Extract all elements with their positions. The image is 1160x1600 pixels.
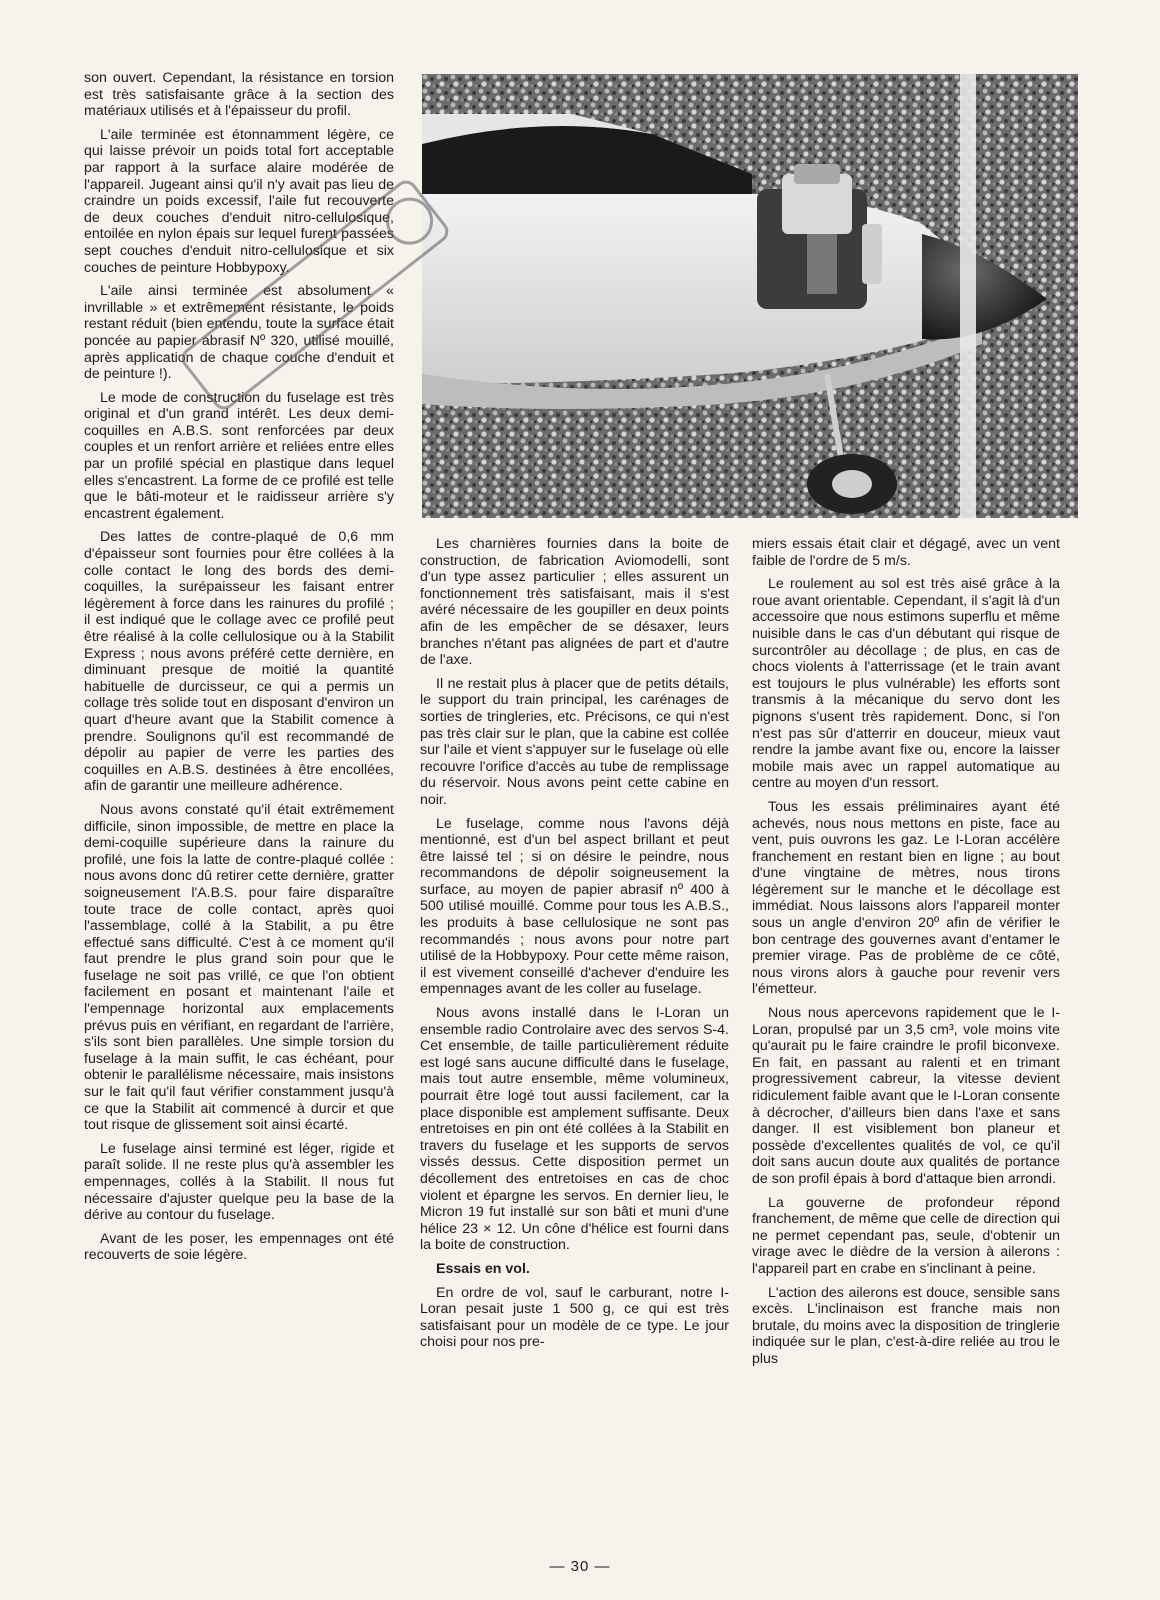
paragraph: Nous avons constaté qu'il était extrêmement difficile, sinon impossible, de mettre en place la demi-coquille supérieure dans la rainure du profilé, une fois la latte de contre-plaqué collée : nous avons donc dû retirer cette dernière, gratter soigneusement l'A.B.S. pour faire disparaître toute trace de colle contact, après quoi l'assemblage, collé à la Stabilit, a pu être effectué sans difficulté. C'est à ce moment qu'il faut prendre le plus grand soin pour que le fuselage ne soit pas vrillé, ce que l'on obtient facilement en posant et maintenant l'aile et l'empennage horizontal aux emplacements prévus puis en vérifiant, en regardant de l'arrière, s'ils sont bien parallèles. Une simple torsion du fuselage à la main suffit, le cas échéant, pour obtenir le parallélisme nécessaire, mais insistons sur le fait qu'il faut vérifier constamment jusqu'à ce que la Stabilit ait commencé à durcir et que tout risque de glissement soit ainsi écarté. bbox=[84, 801, 394, 1134]
paragraph: La gouverne de profondeur répond franchement, de même que celle de direction qui ne permet cependant pas, seule, d'obtenir un virage avec le dièdre de la version à ailerons : l'appareil part en crabe en s'inclinant à peine. bbox=[752, 1194, 1060, 1277]
paragraph: L'aile terminée est étonnamment légère, ce qui laisse prévoir un poids total fort acceptable par rapport à la surface alaire modérée de l'appareil. Jugeant ainsi qu'il n'y avait pas lieu de craindre un poids excessif, l'aile fut recouverte de deux couches d'enduit nitro-cellulosique, entoilée en nylon épais sur lequel furent passées sept couches d'enduit nitro-cellulosique et six couches de peinture Hobbypoxy. bbox=[84, 126, 394, 276]
paragraph: L'action des ailerons est douce, sensible sans excès. L'inclinaison est franche mais non brutale, du moins avec la disposition de tringlerie indiquée sur le plan, c'est-à-dire reliée au trou le plus bbox=[752, 1284, 1060, 1367]
text-column-middle bbox=[420, 536, 729, 1518]
paragraph: Nous nous apercevons rapidement que le I-Loran, propulsé par un 3,5 cm³, vole moins vite qu'aurait pu le faire craindre le profil biconvexe. En fait, en passant au ralenti et en trimant progressivement cabreur, la vitesse devient ridiculement faible avant que le I-Loran consente à décrocher, d'ailleurs bien dans l'axe et sans danger. Il est visiblement bon planeur et possède d'excellentes qualités de vol, ce qu'il doit sans aucun doute aux qualités de portance de son profil épais à bord d'attaque bien arrondi. bbox=[752, 1005, 1060, 1187]
text-column-left bbox=[84, 70, 394, 1518]
text-column-right bbox=[752, 536, 1060, 1518]
paragraph: Les charnières fournies dans la boite de construction, de fabrication Aviomodelli, sont d'un type assez particulier ; elles assurent un fonctionnement très satisfaisant, mais il s'est avéré nécessaire de les goupiller en deux points afin de les empêcher de se désaxer, leurs branches n'étant pas alignées de part et d'autre de l'axe. bbox=[420, 536, 729, 669]
paragraph: L'aile ainsi terminée est absolument « invrillable » et extrêmement résistante, le poids restant réduit (bien entendu, toute la surface était poncée au papier abrasif Nº 320, utilisé mouillé, après application de chaque couche d'enduit et de peinture !). bbox=[84, 283, 394, 383]
paragraph: Le mode de construction du fuselage est très original et d'un grand intérêt. Les deux demi-coquilles en A.B.S. sont renforcées par deux couples et un renfort arrière et reliées entre elles par un profilé spécial en plastique dans lequel elles s'encastrent. La forme de ce profilé est telle que le bâti-moteur et le raidisseur arrière s'y encastrent également. bbox=[84, 389, 394, 522]
paragraph: son ouvert. Cependant, la résistance en torsion est très satisfaisante grâce à la section des matériaux utilisés et à l'épaisseur du profil. bbox=[84, 70, 394, 120]
paragraph: Le fuselage ainsi terminé est léger, rigide et paraît solide. Il ne reste plus qu'à assembler les empennages, collés à la Stabilit. Il nous fut nécessaire d'ajuster quelque peu la base de la dérive au contour du fuselage. bbox=[84, 1140, 394, 1224]
paragraph: Des lattes de contre-plaqué de 0,6 mm d'épaisseur sont fournies pour être collées à la colle contact le long des bords des demi-coquilles, la surépaisseur les faisant entrer légèrement à force dans les rainures du profilé ; il est indiqué que le collage avec ce profilé peut être réalisé à la colle cellulosique ou à la Stabilit Express ; nous avons préféré cette dernière, en diminuant presque de moitié la quantité habituelle de durcisseur, ce qui a permis un collage très solide tout en disposant d'environ un quart d'heure avant que la Stabilit comence à prendre. Soulignons qu'il est recommandé de dépolir au papier de verre les parties des coquilles en A.B.S. destinées à être encollées, afin de garantir une meilleure adhérence. bbox=[84, 529, 394, 795]
airplane-photo bbox=[422, 74, 1078, 518]
section-heading: Essais en vol. bbox=[436, 1260, 530, 1277]
paragraph: Avant de les poser, les empennages ont été recouverts de soie légère. bbox=[84, 1230, 394, 1264]
paragraph: Nous avons installé dans le I-Loran un ensemble radio Controlaire avec des servos S-4. Cet ensemble, de taille particulièrement réduite est logé sans aucune difficulté dans le fuselage, mais tout autre ensemble, même volumineux, pourrait être logé tout aussi facilement, car la place disponible est amplement suffisante. Deux entretoises en pin ont été collées à la Stabilit en travers du fuselage et les supports de servos vissés dessus. Cette disposition permet un décollement des entretoises en cas de choc violent et épargne les servos. En dernier lieu, le Micron 19 fut installé sur son bâti et muni d'une hélice 23 × 12. Un cône d'hélice est fourni dans la boite de construction. bbox=[420, 1005, 729, 1254]
paragraph: Il ne restait plus à placer que de petits détails, le support du train principal, les carénages de sorties de tringleries, etc. Précisons, ce qui n'est pas très clair sur le plan, que la cabine est collée sur l'aile et vient s'appuyer sur le fuselage où elle recouvre l'orifice d'accès au tube de remplissage du réservoir. Nous avons peint cette cabine en noir. bbox=[420, 675, 729, 808]
paragraph: Tous les essais préliminaires ayant été achevés, nous nous mettons en piste, face au vent, puis ouvrons les gaz. Le I-Loran accélère franchement en restant bien en ligne ; au bout d'une vingtaine de mètres, nous tirons légèrement sur le manche et le décollage est immédiat. Nous laissons alors l'appareil monter sous un angle d'environ 20º afin de vérifier le bon centrage des gouvernes avant d'entamer le premier virage. Pas de problème de ce côté, nous virons alors à gauche pour revenir vers l'émetteur. bbox=[752, 798, 1060, 998]
page-number: — 30 — bbox=[549, 1558, 611, 1575]
paragraph: miers essais était clair et dégagé, avec un vent faible de l'ordre de 5 m/s. bbox=[752, 536, 1060, 569]
paragraph: Le roulement au sol est très aisé grâce à la roue avant orientable. Cependant, il s'agit là d'un accessoire que nous estimons superflu et même nuisible dans le cas d'un débutant qui risque de surcontrôler au décollage ; de plus, en cas de chocs violents à l'atterrissage (et le train avant est toujours le plus vulnérable) les efforts sont transmis à la mécanique du servo dont les pignons s'usent très rapidement. Donc, si l'on n'est pas sûr d'atterrir en douceur, mieux vaut rendre la jambe avant fixe ou, encore la laisser mobile mais avec un rappel automatique au centre au moyen d'un ressort. bbox=[752, 576, 1060, 792]
paragraph: Le fuselage, comme nous l'avons déjà mentionné, est d'un bel aspect brillant et peut être laissé tel ; si on désire le peindre, nous recommandons de dépolir soigneusement la surface, au moyen de papier abrasif nº 400 à 500 utilisé mouillé. Comme pour tous les A.B.S., les produits à base cellulosique ne sont pas recommandés ; nous avons pour notre part utilisé de la Hobbypoxy. Pour cette même raison, il est vivement conseillé d'achever d'enduire les empennages avant de les coller au fuselage. bbox=[420, 815, 729, 998]
paragraph: En ordre de vol, sauf le carburant, notre I-Loran pesait juste 1 500 g, ce qui est très satisfaisant pour un modèle de ce type. Le jour choisi pour nos pre- bbox=[420, 1284, 729, 1351]
